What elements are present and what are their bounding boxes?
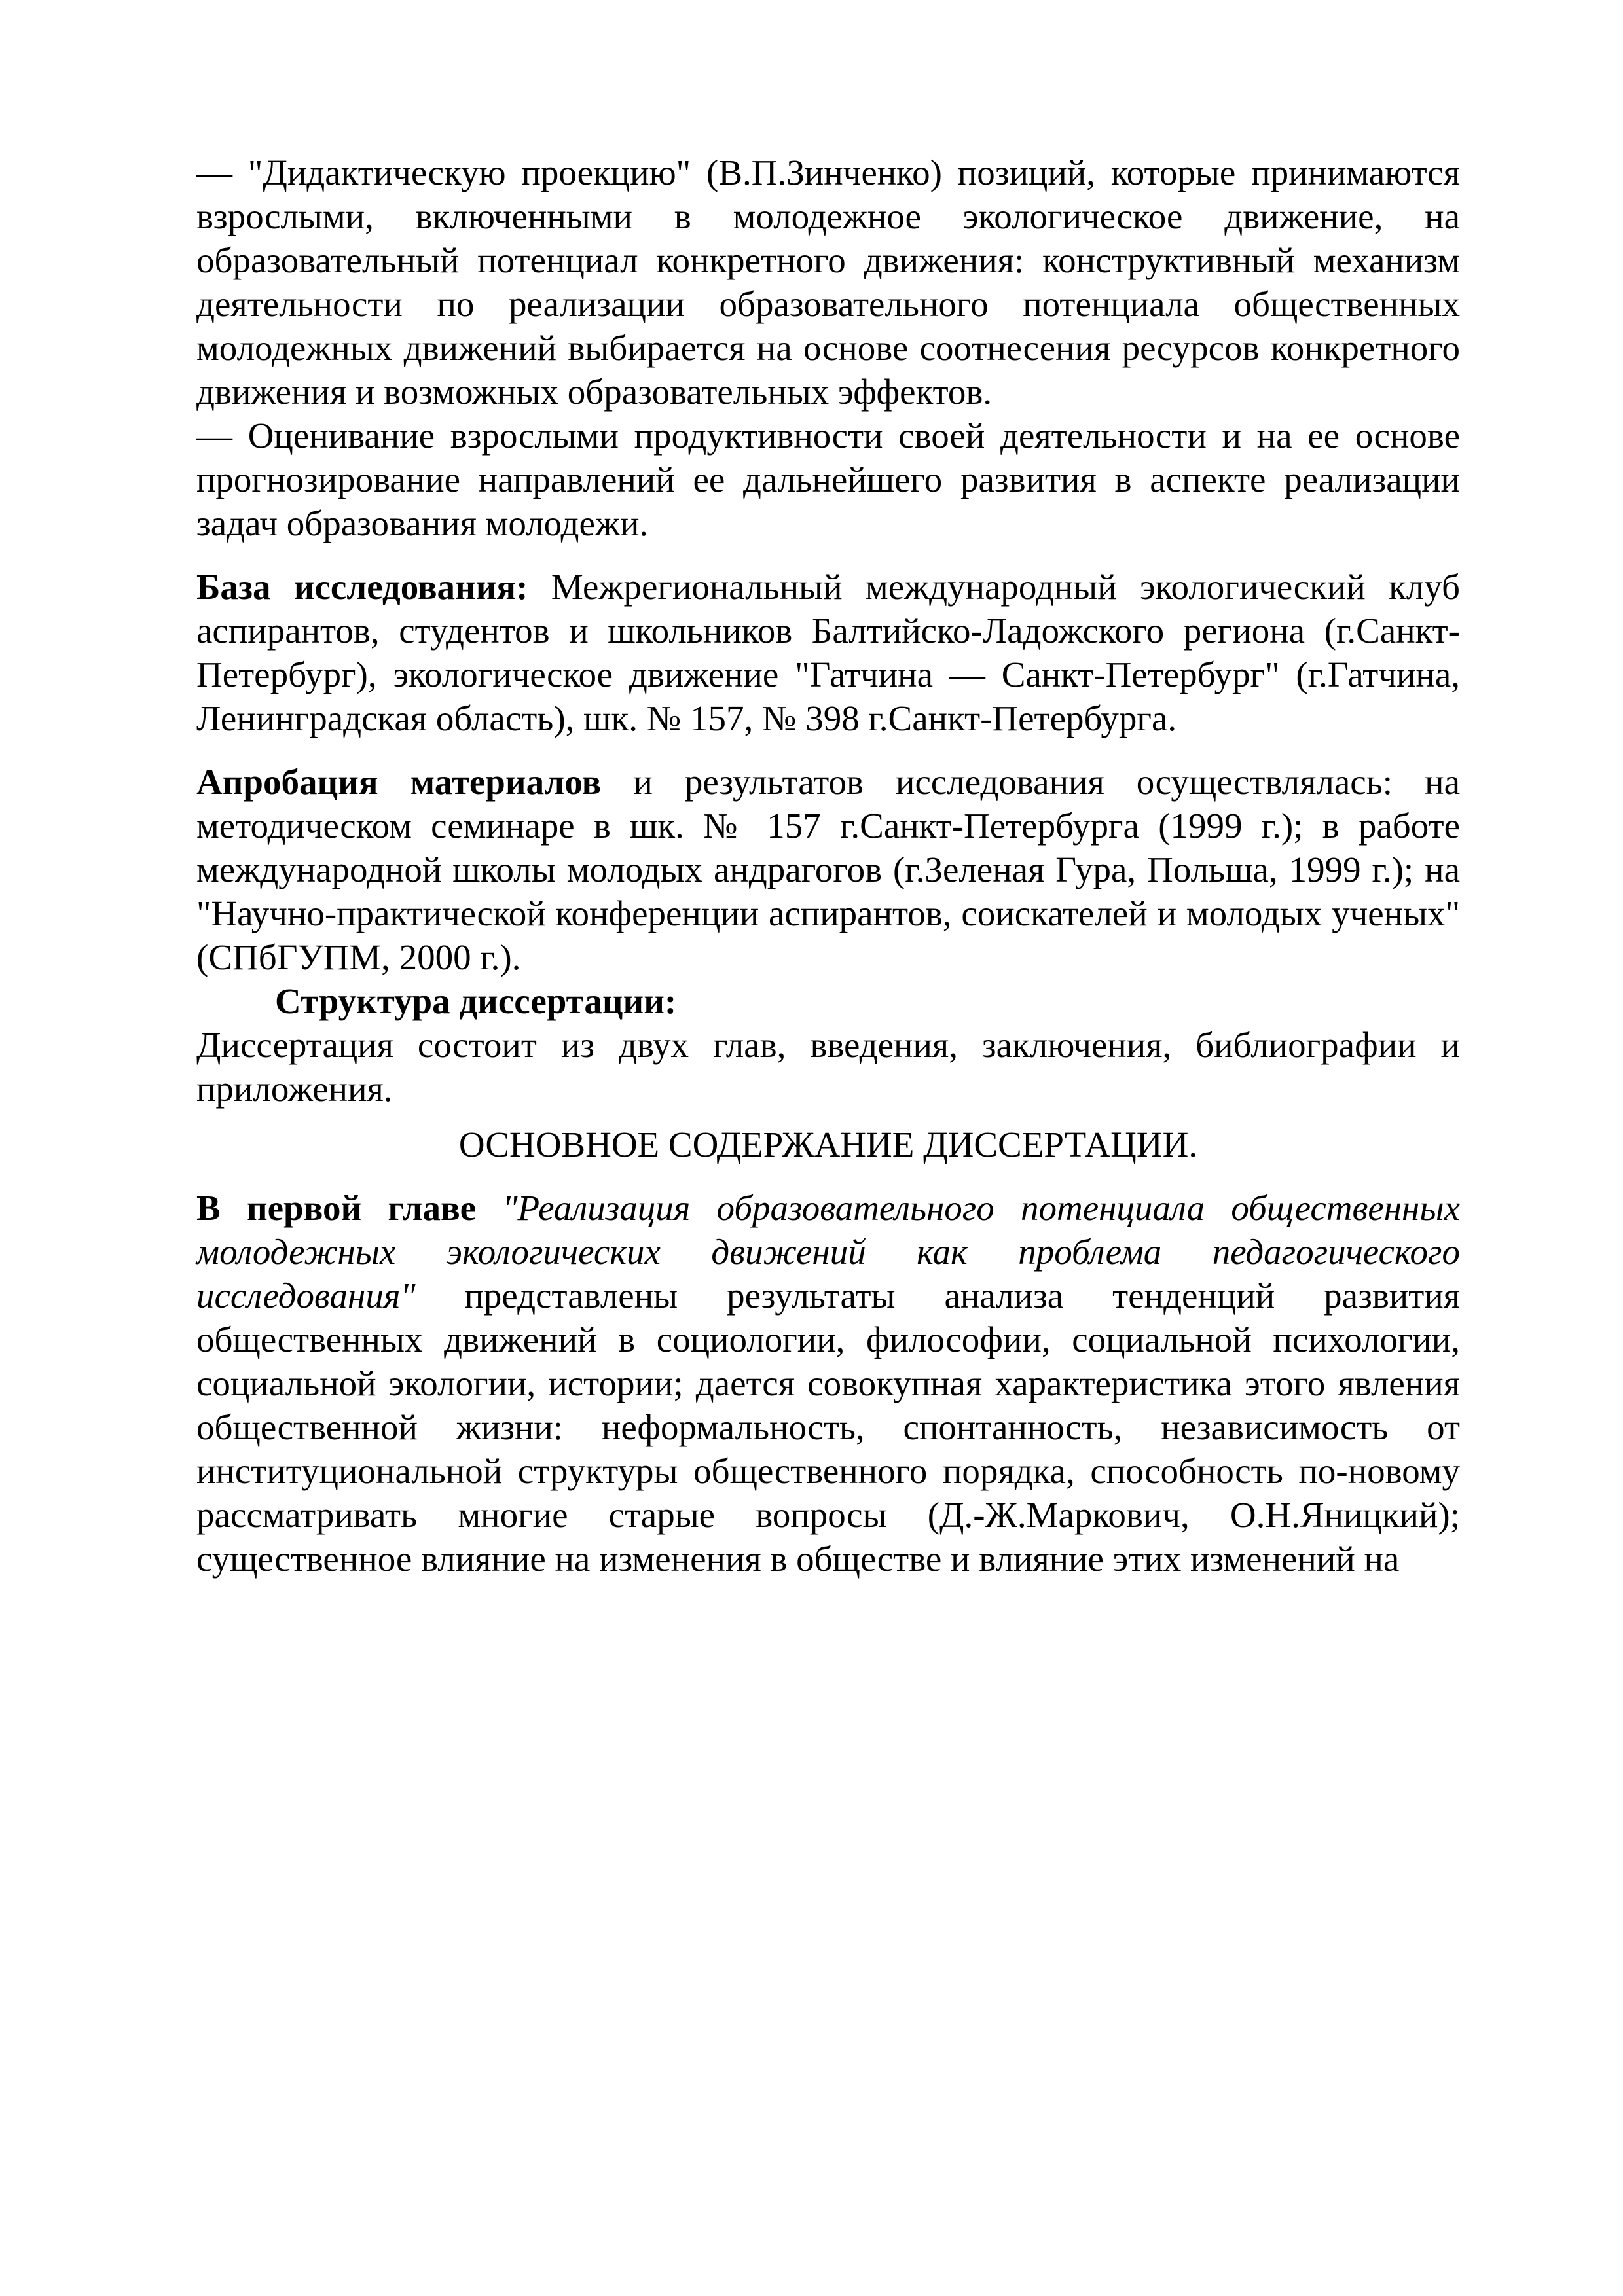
paragraph-evaluation: — Оценивание взрослыми продуктивности своей деятельности и на ее основе прогнозирование направлений ее дальнейшего развития в аспекте реализации задач образования молодежи. bbox=[196, 416, 1460, 543]
approbation-label: Апробация материалов bbox=[196, 762, 602, 802]
paragraph-first-chapter bbox=[196, 1186, 1460, 1581]
structure-heading: Структура диссертации: bbox=[275, 981, 677, 1021]
paragraph-research-base bbox=[196, 565, 1460, 740]
document-page bbox=[196, 151, 1460, 1581]
approbation-text: и результатов исследования осуществлялась: на методическом семинаре в шк. № 157 г.Санкт-Петербурга (1999 г.); в работе международной школы молодых андрагогов (г.Зеленая Гура, Польша, 1999 г.); на "Научно-практической конференции аспирантов, соискателей и молодых ученых" (СПбГУПМ, 2000 г.). bbox=[196, 762, 1460, 977]
chapter-text: представлены результаты анализа тенденций развития общественных движений в социологии, философии, социальной психологии, социальной экологии, истории; дается совокупная характеристика этого явления общественной жизни: неформальность, спонтанность, независимость от институциональной структуры общественного порядка, способность по-новому рассматривать многие старые вопросы (Д.-Ж.Маркович, О.Н.Яницкий); существенное влияние на изменения в обществе и влияние этих изменений на bbox=[196, 1276, 1460, 1579]
research-base-text: Межрегиональный международный экологический клуб аспирантов, студентов и школьников Балтийско-Ладожского региона (г.Санкт-Петербург), экологическое движение "Гатчина — Санкт-Петербург" (г.Гатчина, Ленинградская область), шк. № 157, № 398 г.Санкт-Петербурга. bbox=[196, 567, 1460, 738]
paragraph-approbation bbox=[196, 760, 1460, 979]
section-heading: ОСНОВНОЕ СОДЕРЖАНИЕ ДИССЕРТАЦИИ. bbox=[458, 1124, 1198, 1164]
paragraph-didactic-projection: — "Дидактическую проекцию" (В.П.Зинченко) позиций, которые принимаются взрослыми, включенными в молодежное экологическое движение, на образовательный потенциал конкретного движения: конструктивный механизм деятельности по реализации образовательного потенциала общественных молодежных движений выбирается на основе соотнесения ресурсов конкретного движения и возможных образовательных эффектов. bbox=[196, 152, 1460, 412]
chapter-label: В первой главе bbox=[196, 1188, 477, 1228]
research-base-label: База исследования: bbox=[196, 567, 528, 607]
chapter-title: "Реализация образовательного потенциала общественных молодежных экологических движений как проблема педагогического исследования" bbox=[196, 1188, 1461, 1316]
paragraph-structure: Диссертация состоит из двух глав, введения, заключения, библиографии и приложения. bbox=[196, 1025, 1460, 1109]
